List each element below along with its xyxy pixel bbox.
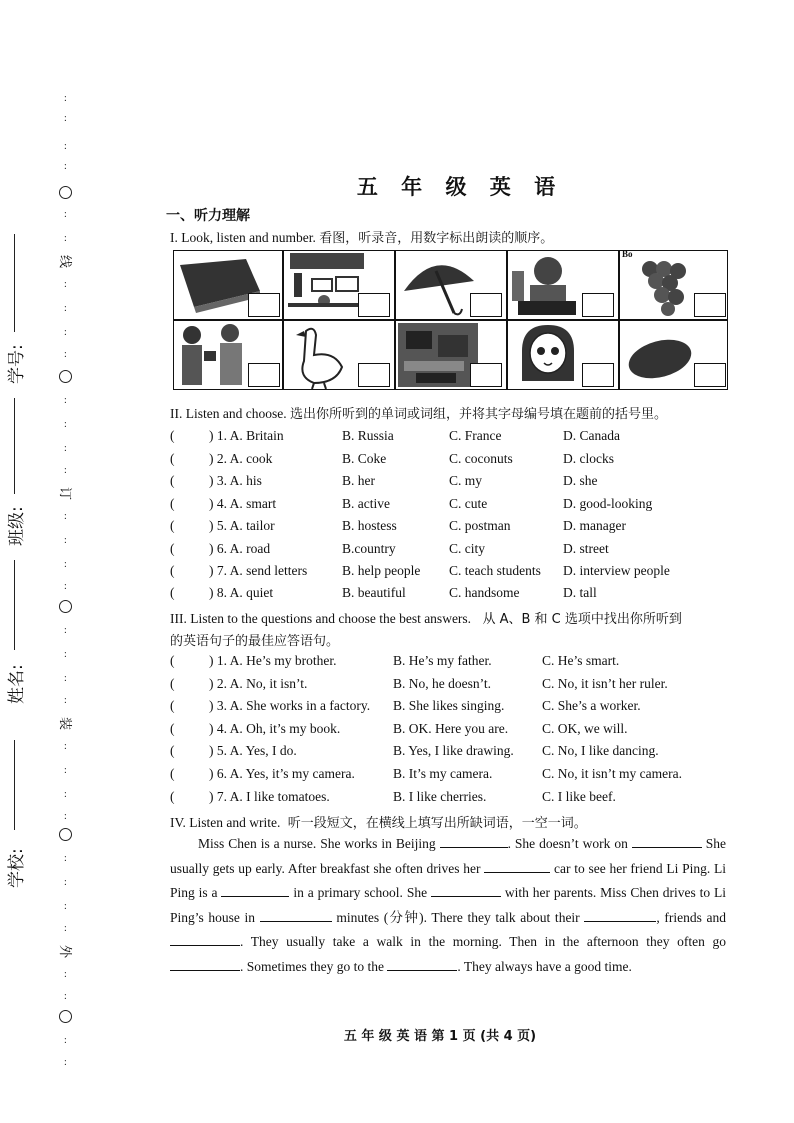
fill-blank[interactable] [484,858,550,873]
dash-column: : [64,419,67,430]
option-b: B. hostess [342,518,397,533]
option-c: C. No, it isn’t her ruler. [542,676,668,691]
dash-column: : [64,279,67,290]
dash-column: : [64,1035,67,1046]
dash-column: : [64,673,67,684]
option-b: B. OK. Here you are. [393,721,509,736]
answer-paren[interactable]: ( [170,653,175,668]
cloze-passage [170,832,726,979]
school-field-line[interactable] [14,740,15,830]
answer-box[interactable] [470,293,502,317]
binding-char-line: 线 [57,254,73,269]
part4-heading [170,812,587,831]
dash-column: : [64,811,67,822]
option-c: C. No, it isn’t my camera. [542,766,682,781]
part3-heading [170,608,682,627]
dash-column: : [64,233,67,244]
part2-heading [170,403,667,422]
picture-two-people [174,321,282,389]
part4-instruction: 听一段短文，在横线上填写出所缺词语，一空一词。 [287,816,587,831]
picture-potato [620,321,728,389]
option-c: C. handsome [449,585,520,600]
answer-box[interactable] [248,293,280,317]
answer-box[interactable] [694,293,726,317]
class-label: 班级: [7,506,27,546]
passage-text: Miss Chen is a nurse. She works in Beijing [198,836,436,851]
option-d: D. street [563,541,609,556]
picture-goose [284,321,392,389]
fill-blank[interactable] [632,833,702,848]
answer-paren[interactable]: ( [170,518,175,533]
option-b: B. help people [342,563,421,578]
picture-row-1 [173,250,728,320]
option-d: D. good-looking [563,496,653,511]
option-c: C. coconuts [449,451,513,466]
dash-column: : [64,969,67,980]
passage-text: , friends and [656,909,727,925]
picture-caption: Bo [622,249,633,259]
dash-column: : [64,93,67,104]
dash-column: : [64,141,67,152]
binding-hole-icon [59,600,72,613]
fill-blank[interactable] [170,931,240,946]
option-a: ) 2. A. cook [209,451,273,466]
dash-column: : [64,113,67,124]
option-b: B. her [342,473,375,488]
fill-blank[interactable] [260,907,332,922]
passage-text: . She doesn’t work on [507,836,628,851]
answer-paren[interactable]: ( [170,676,175,691]
passage-text: . They always have a good time. [457,958,632,974]
dash-column: : [64,991,67,1002]
binding-char-bind: 订 [57,486,73,501]
binding-hole-icon [59,828,72,841]
option-b: B. Yes, I like drawing. [393,743,514,758]
fill-blank[interactable] [221,882,289,897]
answer-paren[interactable]: ( [170,428,175,443]
answer-box[interactable] [358,363,390,387]
part3-instruction: 从 A、B 和 C 选项中找出你所听到 [482,612,682,627]
option-c: C. He’s smart. [542,653,620,668]
option-b: B. No, he doesn’t. [393,676,491,691]
answer-paren[interactable]: ( [170,496,175,511]
picture-row-2 [173,320,728,390]
option-b: B. Russia [342,428,394,443]
answer-paren[interactable]: ( [170,766,175,781]
dash-column: : [64,765,67,776]
answer-box[interactable] [248,363,280,387]
answer-paren[interactable]: ( [170,789,175,804]
dash-column: : [64,559,67,570]
part1-title: I. Look, listen and number. [170,230,316,245]
option-a: ) 5. A. tailor [209,518,275,533]
answer-box[interactable] [694,363,726,387]
dash-column: : [64,649,67,660]
option-a: ) 3. A. She works in a factory. [209,698,371,713]
number-field-line[interactable] [14,234,15,332]
fill-blank[interactable] [431,882,501,897]
binding-hole-icon [59,1010,72,1023]
school-label: 学校: [7,848,27,888]
option-c: C. postman [449,518,511,533]
passage-text: . Sometimes they go to the [240,958,384,974]
option-b: B. beautiful [342,585,406,600]
page-title: 五 年 级 英 语 [356,175,564,199]
option-a: ) 8. A. quiet [209,585,274,600]
passage-text: with her parents. Miss Chen drives to Li Ping’s house in [170,885,727,925]
option-b: B.country [342,541,396,556]
name-label: 姓名: [7,664,27,704]
option-a: ) 1. A. He’s my brother. [209,653,337,668]
dash-column: : [64,625,67,636]
dash-column: : [64,741,67,752]
dash-column: : [64,511,67,522]
option-c: C. I like beef. [542,789,616,804]
option-b: B. She likes singing. [393,698,505,713]
dash-column: : [64,581,67,592]
option-d: D. manager [563,518,626,533]
answer-paren[interactable]: ( [170,585,175,600]
option-d: D. tall [563,585,597,600]
binding-char-outer: 外 [57,944,73,959]
picture-book [174,251,282,319]
option-a: ) 7. A. send letters [209,563,308,578]
option-b: B. I like cherries. [393,789,487,804]
answer-paren[interactable]: ( [170,541,175,556]
part3-instruction-cont: 的英语句子的最佳应答语句。 [170,634,340,649]
option-a: ) 1. A. Britain [209,428,284,443]
option-a: ) 4. A. smart [209,496,277,511]
dash-column: : [64,789,67,800]
dash-column: : [64,853,67,864]
option-a: ) 7. A. I like tomatoes. [209,789,330,804]
passage-text: car to see her friend Li Ping. Li Ping is a [170,860,727,900]
option-c: C. cute [449,496,488,511]
answer-paren[interactable]: ( [170,563,175,578]
option-c: C. No, I like dancing. [542,743,659,758]
fill-blank[interactable] [387,956,457,971]
binding-char-install: 装 [57,716,73,731]
option-c: C. OK, we will. [542,721,628,736]
picture-man-reading [508,251,616,319]
answer-box[interactable] [582,293,614,317]
answer-paren[interactable]: ( [170,473,175,488]
answer-paren[interactable]: ( [170,698,175,713]
option-d: D. she [563,473,598,488]
picture-office [396,321,504,389]
answer-paren[interactable]: ( [170,451,175,466]
fill-blank[interactable] [170,956,240,971]
part1-heading [170,227,553,246]
option-a: ) 4. A. Oh, it’s my book. [209,721,341,736]
passage-text: in a primary school. She [293,885,428,900]
dash-column: : [64,327,67,338]
option-c: C. teach students [449,563,541,578]
part2-title: II. Listen and choose. [170,406,287,421]
part1-instruction: 看图，听录音，用数字标出朗读的顺序。 [319,231,554,246]
answer-paren[interactable]: ( [170,743,175,758]
option-a: ) 5. A. Yes, I do. [209,743,297,758]
part2-instruction: 选出你所听到的单词或词组，并将其字母编号填在题前的括号里。 [289,407,667,422]
option-c: C. my [449,473,483,488]
option-c: C. She’s a worker. [542,698,641,713]
binding-hole-icon [59,370,72,383]
section-heading: 一、听力理解 [166,208,250,224]
option-b: B. It’s my camera. [393,766,493,781]
dash-column: : [64,303,67,314]
number-label: 学号: [7,344,27,384]
class-field-line[interactable] [14,398,15,494]
dash-column: : [64,877,67,888]
dash-column: : [64,1057,67,1068]
passage-text: . They usually take a walk in the morning. Then in the afternoon they often go [240,934,726,949]
dash-column: : [64,465,67,476]
passage-text: minutes (分钟). There they talk about their [336,909,580,925]
option-a: ) 2. A. No, it isn’t. [209,676,308,691]
part3-title: III. Listen to the questions and choose the best answers. [170,611,472,626]
option-a: ) 3. A. his [209,473,262,488]
dash-column: : [64,443,67,454]
answer-box[interactable] [358,293,390,317]
dash-column: : [64,535,67,546]
option-b: B. active [342,496,390,511]
fill-blank[interactable] [584,907,656,922]
dash-column: : [64,161,67,172]
option-c: C. France [449,428,502,443]
passage-text: She usually gets up early. After breakfast she often drives her [170,836,727,876]
option-d: D. interview people [563,563,670,578]
dash-column: : [64,349,67,360]
dash-column: : [64,209,67,220]
answer-box[interactable] [582,363,614,387]
page-footer: 五 年 级 英 语 第 1 页 (共 4 页) [343,1029,537,1044]
option-b: B. He’s my father. [393,653,492,668]
option-b: B. Coke [342,451,387,466]
option-c: C. city [449,541,485,556]
option-a: ) 6. A. road [209,541,271,556]
fill-blank[interactable] [440,833,508,848]
picture-umbrella [396,251,504,319]
part4-title: IV. Listen and write. [170,815,281,830]
picture-classroom [284,251,392,319]
option-d: D. clocks [563,451,614,466]
dash-column: : [64,923,67,934]
answer-box[interactable] [470,363,502,387]
picture-grapes [620,251,728,319]
picture-girl [508,321,616,389]
dash-column: : [64,901,67,912]
answer-paren[interactable]: ( [170,721,175,736]
dash-column: : [64,395,67,406]
option-d: D. Canada [563,428,620,443]
dash-column: : [64,695,67,706]
name-field-line[interactable] [14,560,15,650]
option-a: ) 6. A. Yes, it’s my camera. [209,766,355,781]
